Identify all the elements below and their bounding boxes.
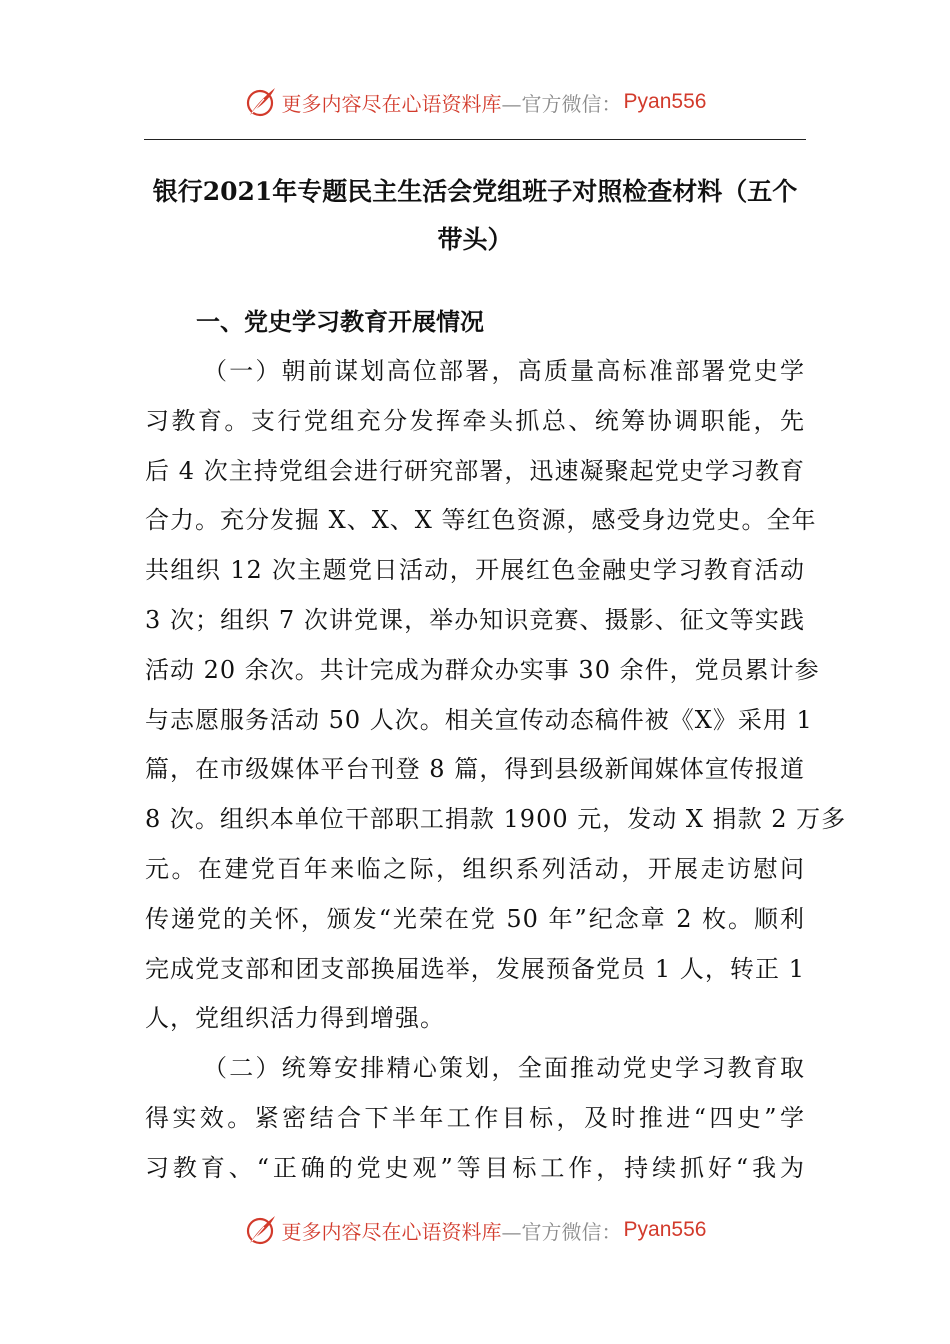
section-heading: 一、党史学习教育开展情况 bbox=[196, 308, 484, 336]
paragraph-line: 共组织 12 次主题党日活动，开展红色金融史学习教育活动 bbox=[145, 556, 805, 585]
paragraph-line: 习教育、“正确的党史观”等目标工作，持续抓好“我为 bbox=[145, 1153, 805, 1182]
paragraph-1 bbox=[145, 347, 847, 1044]
paragraph-line: （一）朝前谋划高位部署，高质量高标准部署党史学 bbox=[203, 357, 805, 385]
watermark-banner-bottom bbox=[0, 1208, 950, 1252]
paragraph-line: 与志愿服务活动 50 人次。相关宣传动态稿件被《X》采用 1 bbox=[145, 705, 813, 734]
paragraph-line: 人，党组织活力得到增强。 bbox=[145, 1004, 445, 1033]
quill-logo-icon bbox=[244, 1213, 278, 1247]
watermark-wechat-id: Pyan556 bbox=[623, 90, 707, 113]
paragraph-line: 得实效。紧密结合下半年工作目标，及时推进“四史”学 bbox=[145, 1103, 805, 1132]
paragraph-line: 习教育。支行党组充分发挥牵头抓总、统筹协调职能，先 bbox=[145, 406, 805, 435]
paragraph-line: （二）统筹安排精心策划，全面推动党史学习教育取 bbox=[203, 1054, 805, 1082]
paragraph-line: 元。在建党百年来临之际，组织系列活动，开展走访慰问 bbox=[145, 854, 805, 883]
document-title bbox=[140, 168, 810, 264]
paragraph-line: 合力。充分发掘 X、X、X 等红色资源，感受身边党史。全年 bbox=[145, 506, 817, 535]
watermark-separator-text: —官方微信： bbox=[501, 91, 622, 116]
watermark-site-text: 更多内容尽在心语资料库 bbox=[281, 91, 502, 116]
watermark-separator-text: —官方微信： bbox=[501, 1219, 622, 1244]
watermark-wechat-id: Pyan556 bbox=[623, 1218, 707, 1241]
paragraph-line: 活动 20 余次。共计完成为群众办实事 30 余件，党员累计参 bbox=[145, 655, 820, 684]
paragraph-line: 8 次。组织本单位干部职工捐款 1900 元，发动 X 捐款 2 万多 bbox=[145, 805, 847, 834]
watermark-banner-top bbox=[0, 80, 950, 124]
paragraph-line: 3 次；组织 7 次讲党课，举办知识竞赛、摄影、征文等实践 bbox=[145, 605, 805, 634]
paragraph-line: 传递党的关怀，颁发“光荣在党 50 年”纪念章 2 枚。顺利 bbox=[145, 904, 805, 933]
paragraph-line: 后 4 次主持党组会进行研究部署，迅速凝聚起党史学习教育 bbox=[145, 456, 805, 485]
title-line: 银行2021年专题民主生活会党组班子对照检查材料（五个 bbox=[152, 177, 798, 206]
paragraph-line: 篇，在市级媒体平台刊登 8 篇，得到县级新闻媒体宣传报道 bbox=[145, 755, 805, 784]
paragraph-line: 完成党支部和团支部换届选举，发展预备党员 1 人，转正 1 bbox=[145, 954, 805, 983]
watermark-site-text: 更多内容尽在心语资料库 bbox=[281, 1219, 502, 1244]
header-rule bbox=[144, 139, 806, 140]
title-line: 带头） bbox=[437, 225, 513, 254]
paragraph-2 bbox=[145, 1044, 805, 1193]
quill-logo-icon bbox=[244, 85, 278, 119]
